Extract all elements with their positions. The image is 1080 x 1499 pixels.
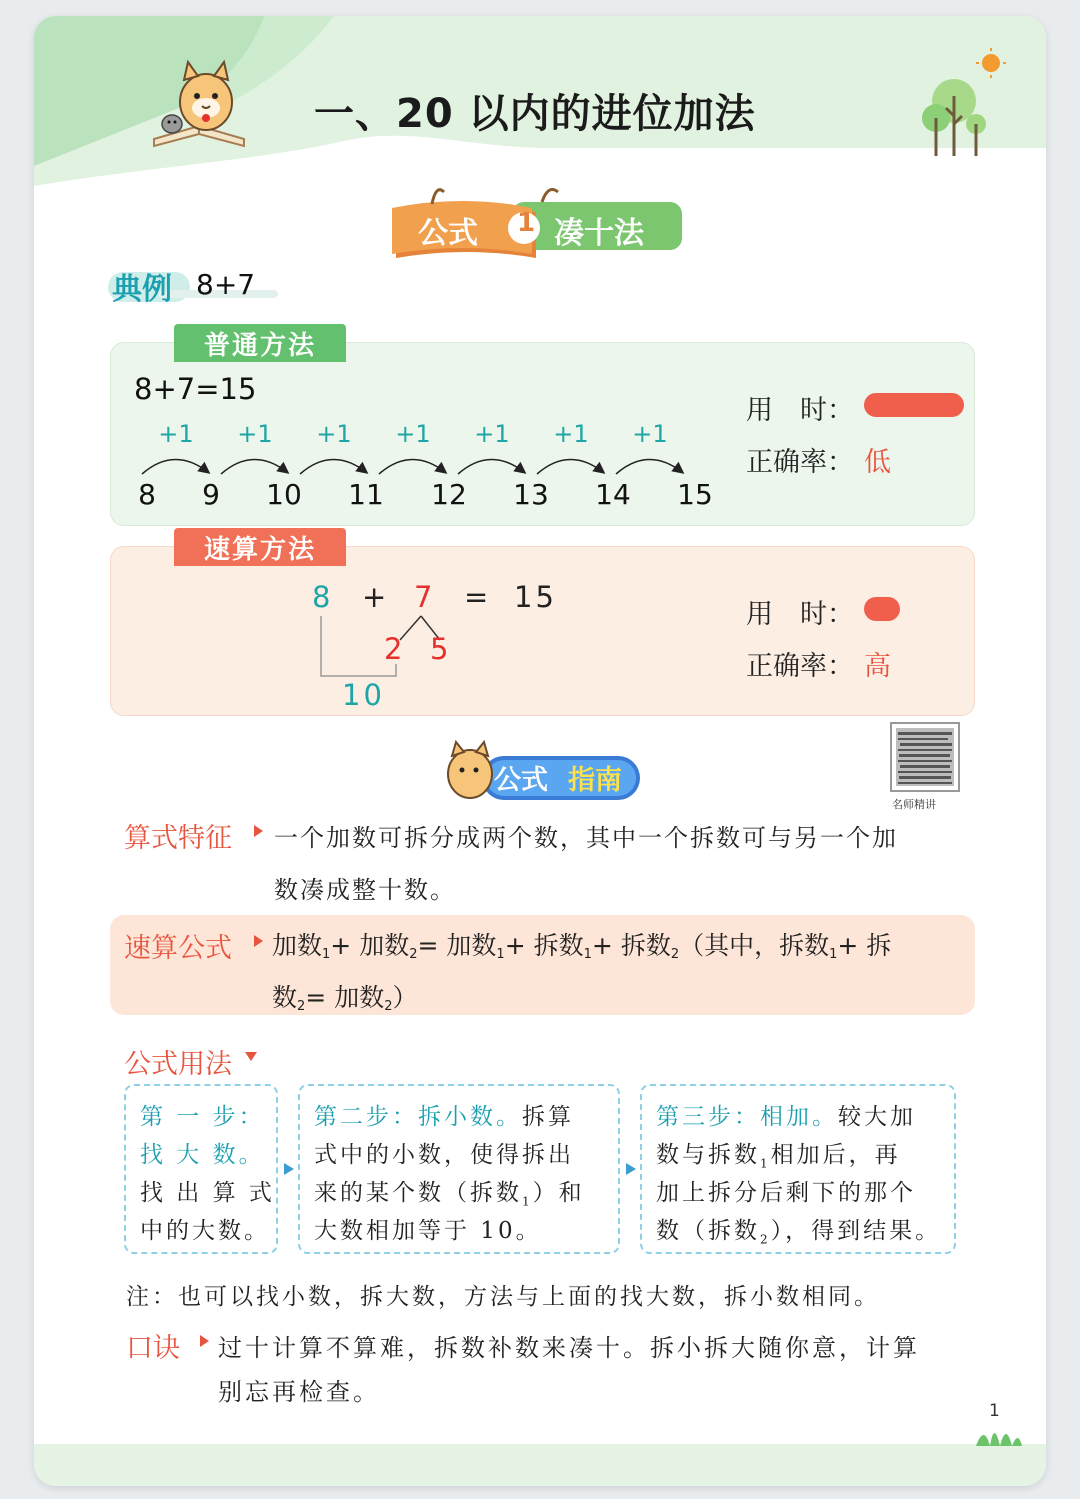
guide-badge-text-a: 公式 (494, 765, 548, 796)
formula-tag: 公式 (418, 216, 478, 251)
qr-caption: 名师精讲 (892, 798, 936, 811)
step-arrow-icon (284, 1163, 294, 1175)
accuracy-label: 正确率： (746, 651, 854, 682)
step-plus-one: +1 (316, 420, 352, 448)
feature-text-line2: 数凑成整十数。 (274, 876, 456, 904)
step-two-line1: 第二步：拆小数。拆算 (314, 1104, 574, 1130)
step-one-line3: 找 出 算 式 (140, 1180, 275, 1206)
fast-method-panel (110, 546, 975, 716)
normal-equation: 8+7=15 (134, 372, 257, 406)
step-one-subtitle: 找 大 数。 (140, 1142, 265, 1168)
split-value-b: 5 (430, 632, 449, 666)
fast-formula-line2: 数$_2$= 加数$_2$） (272, 983, 418, 1014)
number-line-value: 13 (513, 478, 549, 511)
accuracy-label: 正确率： (746, 447, 854, 478)
step-plus-one: +1 (395, 420, 431, 448)
normal-method-tab: 普通方法 (174, 324, 346, 362)
qr-pattern (892, 724, 958, 790)
workbook-page (34, 16, 1046, 1486)
qr-code[interactable] (890, 722, 960, 792)
rhyme-arrow-icon (200, 1335, 209, 1347)
step-one-line4: 中的大数。 (140, 1218, 270, 1244)
number-line-value: 12 (431, 478, 467, 511)
step-two-line2: 式中的小数，使得拆出 (314, 1142, 574, 1168)
fast-addend-a: 8 (312, 580, 331, 614)
fast-formula-label: 速算公式 (124, 933, 232, 964)
example-label: 典例 (112, 272, 172, 307)
step-three-line2: 数与拆数$_1$相加后，再 (656, 1142, 901, 1171)
usage-label: 公式用法 (124, 1049, 232, 1080)
number-line-value: 9 (202, 478, 220, 511)
step-plus-one: +1 (158, 420, 194, 448)
time-bar-short (864, 597, 900, 621)
page-title: 一、20 以内的进位加法 (314, 91, 756, 137)
time-bar-long (864, 393, 964, 417)
fast-formula-arrow-icon (254, 935, 263, 947)
number-line-arcs (134, 444, 694, 480)
feature-arrow-icon (254, 825, 263, 837)
guide-badge-text-b: 指南 (568, 765, 622, 796)
step-plus-one: +1 (237, 420, 273, 448)
number-line-value: 14 (595, 478, 631, 511)
accuracy-value-high: 高 (864, 651, 891, 682)
note-text: 注：也可以找小数，拆大数，方法与上面的找大数，拆小数相同。 (126, 1284, 880, 1310)
time-label: 用 时： (746, 395, 854, 426)
time-label: 用 时： (746, 599, 854, 630)
step-two-line3: 来的某个数（拆数$_1$）和 (314, 1180, 585, 1209)
number-line-value: 8 (138, 478, 156, 511)
fast-addend-b: 7 (414, 580, 433, 614)
grass-icon (974, 1420, 1024, 1446)
fast-formula-line1: 加数$_1$+ 加数$_2$= 加数$_1$+ 拆数$_1$+ 拆数$_2$（其中，拆数$_1$+ 拆 (272, 931, 892, 962)
rhyme-label: 口诀 (126, 1333, 180, 1364)
step-one-title: 第 一 步： (140, 1104, 265, 1130)
step-plus-one: +1 (474, 420, 510, 448)
formula-number: 1 (516, 208, 536, 238)
fast-plus: + (362, 580, 387, 614)
fast-equals: = (464, 580, 489, 614)
formula-name: 凑十法 (554, 216, 644, 251)
number-line-value: 11 (348, 478, 384, 511)
number-line-value: 10 (266, 478, 302, 511)
rhyme-line2: 别忘再检查。 (218, 1378, 380, 1406)
split-value-a: 2 (384, 632, 403, 666)
trees-sun-decoration (914, 46, 1024, 156)
ten-value: 10 (342, 678, 385, 712)
feature-text-line1: 一个加数可拆分成两个数，其中一个拆数可与另一个加 (274, 824, 898, 852)
accuracy-value-low: 低 (864, 447, 891, 478)
step-three-line1: 第三步：相加。较大加 (656, 1104, 916, 1130)
feature-label: 算式特征 (124, 823, 232, 854)
rhyme-line1: 过十计算不算难，拆数补数来凑十。拆小拆大随你意，计算 (218, 1334, 920, 1362)
step-two-line4: 大数相加等于 10。 (314, 1218, 542, 1244)
example-expression: 8+7 (196, 268, 256, 301)
footer-band (34, 1444, 1046, 1486)
step-arrow-icon (626, 1163, 636, 1175)
step-three-line4: 数（拆数$_2$），得到结果。 (656, 1218, 942, 1247)
step-plus-one: +1 (632, 420, 668, 448)
number-line-value: 15 (677, 478, 713, 511)
fast-method-tab: 速算方法 (174, 528, 346, 566)
page-number: 1 (989, 1401, 1000, 1421)
cat-reading-illustration (144, 54, 254, 154)
fast-result: 15 (514, 580, 557, 614)
usage-arrow-down-icon (244, 1050, 258, 1062)
step-three-line3: 加上拆分后剩下的那个 (656, 1180, 916, 1206)
step-plus-one: +1 (553, 420, 589, 448)
